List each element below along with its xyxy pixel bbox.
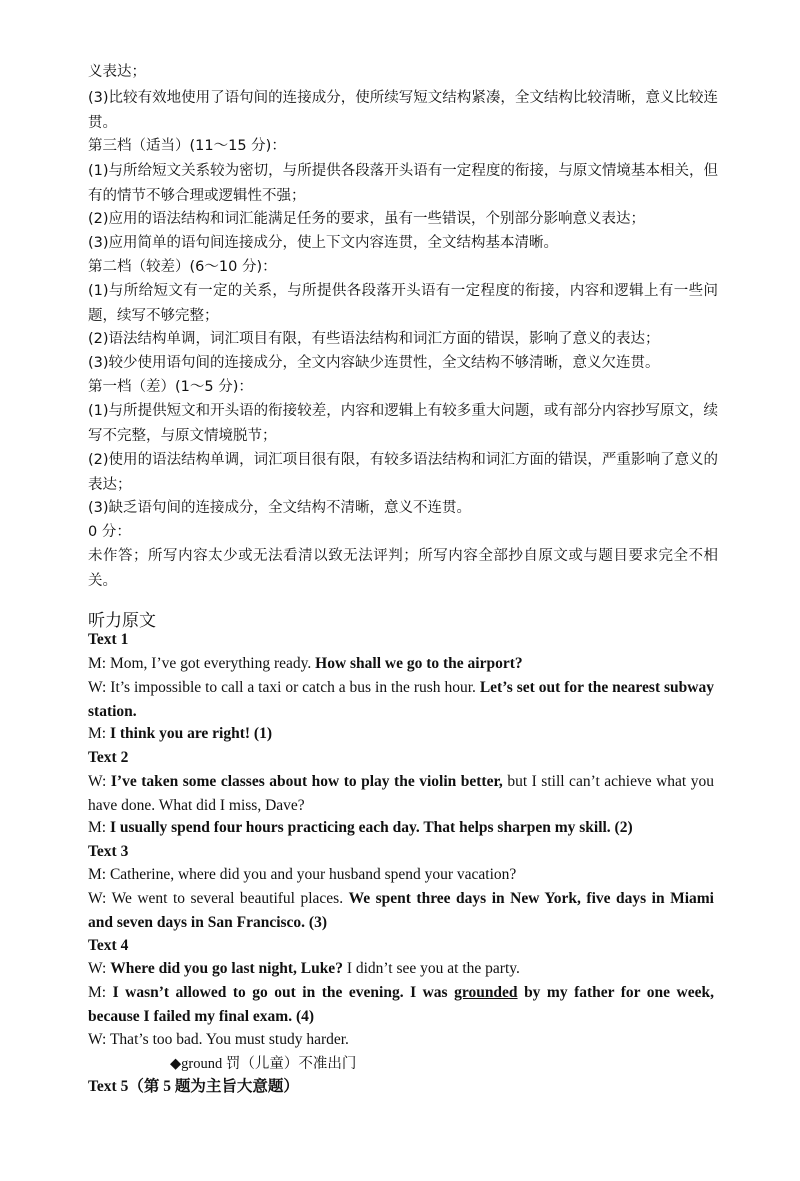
- zero-score-text: 未作答；所写内容太少或无法看清以致无法评判；所写内容全部抄自原文或与题目要求完全不相关。: [88, 548, 718, 589]
- tier3-title: 第三档（适当）(11～15 分)：: [88, 138, 286, 154]
- text3-label: Text 3: [88, 843, 129, 860]
- text5-label: Text 5（第 5 题为主旨大意题）: [88, 1078, 299, 1095]
- tier2-item-2: (2)语法结构单调，词汇项目有限，有些语法结构和词汇方面的错误，影响了意义的表达；: [88, 331, 660, 347]
- tier1-item-1: (1)与所提供短文和开头语的衔接较差，内容和逻辑上有较多重大问题，或有部分内容抄写原文，续写不完整，与原文情境脱节；: [88, 403, 718, 444]
- text3-line-1: M: Catherine, where did you and your husband spend your vacation?: [88, 866, 517, 883]
- tier2-item-1: (1)与所给短文有一定的关系，与所提供各段落开头语有一定程度的衔接，内容和逻辑上有一些问题，续写不够完整；: [88, 283, 718, 324]
- text3-line-2: W: We went to several beautiful places. We spent three days in New York, five days in Miami and seven days in San Francisco. (3): [88, 890, 714, 931]
- rubric-line-continuation: 义表达；: [88, 64, 146, 80]
- text4-line-3: W: That’s too bad. You must study harder.: [88, 1031, 349, 1048]
- text1-line-1: M: Mom, I’ve got everything ready. How shall we go to the airport?: [88, 655, 523, 672]
- text2-line-2: M: I usually spend four hours practicing each day. That helps sharpen my skill. (2): [88, 819, 633, 836]
- text4-line-1: W: Where did you go last night, Luke? I didn’t see you at the party.: [88, 960, 520, 977]
- text2-line-1: W: I’ve taken some classes about how to play the violin better, but I still can’t achieve what you have done. What did I miss, Dave?: [88, 773, 714, 814]
- text1-line-3: M: I think you are right! (1): [88, 725, 273, 742]
- grounded-underlined-word: grounded: [454, 984, 518, 1001]
- text4-line-2: M: I wasn’t allowed to go out in the evening. I was grounded by my father for one week, because I failed my final exam. (4): [88, 984, 714, 1025]
- tier2-item-3: (3)较少使用语句间的连接成分，全文内容缺少连贯性，全文结构不够清晰，意义欠连贯。: [88, 355, 660, 371]
- rubric-tier4-item-3: (3)比较有效地使用了语句间的连接成分，使所续写短文结构紧凑，全文结构比较清晰，意义比较连贯。: [88, 90, 718, 131]
- tier1-title: 第一档（差）(1～5 分)：: [88, 379, 253, 395]
- tier3-item-3: (3)应用简单的语句间连接成分，使上下文内容连贯，全文结构基本清晰。: [88, 235, 559, 251]
- tier1-item-3: (3)缺乏语句间的连接成分，全文结构不清晰，意义不连贯。: [88, 500, 472, 516]
- text1-label: Text 1: [88, 631, 129, 648]
- transcript-heading: 听力原文: [88, 611, 156, 631]
- tier3-item-1: (1)与所给短文关系较为密切，与所提供各段落开头语有一定程度的衔接，与原文情境基本相关，但有的情节不够合理或逻辑性不强；: [88, 163, 718, 204]
- text2-label: Text 2: [88, 749, 129, 766]
- tier3-item-2: (2)应用的语法结构和词汇能满足任务的要求，虽有一些错误，个别部分影响意义表达；: [88, 211, 646, 227]
- text4-label: Text 4: [88, 937, 129, 954]
- zero-score-title: 0 分：: [88, 524, 131, 540]
- text1-line-2: W: It’s impossible to call a taxi or catch a bus in the rush hour. Let’s set out for the nearest subway station.: [88, 679, 714, 720]
- tier2-title: 第二档（较差）(6～10 分)：: [88, 259, 277, 275]
- vocab-note: ◆ground 罚（儿童）不准出门: [170, 1056, 357, 1072]
- tier1-item-2: (2)使用的语法结构单调，词汇项目很有限，有较多语法结构和词汇方面的错误，严重影响了意义的表达；: [88, 452, 718, 493]
